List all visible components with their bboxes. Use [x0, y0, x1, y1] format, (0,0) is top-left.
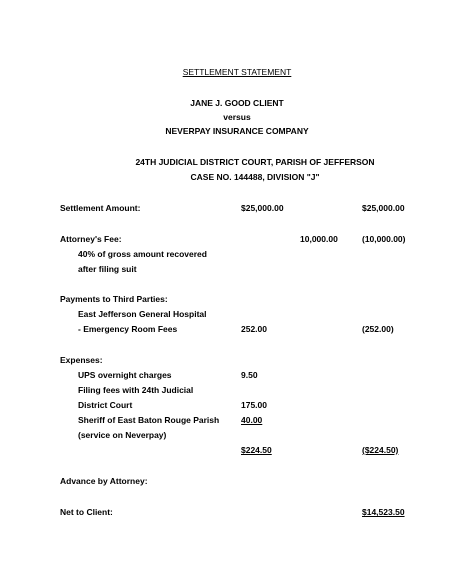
attorney-fee-desc-line1: 40% of gross amount recovered [78, 249, 207, 259]
net-to-client-label: Net to Client: [60, 507, 113, 517]
third-parties-total: (252.00) [362, 324, 394, 334]
expense-item-desc: Filing fees with 24th Judicial [78, 385, 194, 395]
settlement-amount-value: $25,000.00 [241, 203, 284, 213]
attorney-fee-amount: 10,000.00 [300, 234, 338, 244]
expense-item-amount: 9.50 [241, 370, 258, 380]
case-number: CASE NO. 144488, DIVISION "J" [190, 172, 320, 182]
attorney-fee-total: (10,000.00) [362, 234, 406, 244]
versus-text: versus [223, 112, 251, 122]
third-parties-label: Payments to Third Parties: [60, 294, 168, 304]
plaintiff-name: JANE J. GOOD CLIENT [190, 98, 284, 108]
defendant-name: NEVERPAY INSURANCE COMPANY [165, 126, 309, 136]
expense-item-desc: District Court [78, 400, 133, 410]
expense-item-desc: (service on Neverpay) [78, 430, 167, 440]
expenses-subtotal: $224.50 [241, 445, 272, 455]
net-to-client-total: $14,523.50 [362, 507, 405, 517]
court-name: 24TH JUDICIAL DISTRICT COURT, PARISH OF JEFFERSON [135, 157, 375, 167]
expenses-label: Expenses: [60, 355, 103, 365]
attorney-fee-label: Attorney's Fee: [60, 234, 122, 244]
settlement-amount-label: Settlement Amount: [60, 203, 141, 213]
expense-item-amount: 40.00 [241, 415, 263, 425]
third-parties-line2: - Emergency Room Fees [78, 324, 178, 334]
expense-item-desc: UPS overnight charges [78, 370, 172, 380]
attorney-fee-desc-line2: after filing suit [78, 264, 137, 274]
third-parties-line1: East Jefferson General Hospital [78, 309, 207, 319]
settlement-amount-total: $25,000.00 [362, 203, 405, 213]
expense-item-amount: 175.00 [241, 400, 267, 410]
third-parties-amount: 252.00 [241, 324, 267, 334]
document-title: SETTLEMENT STATEMENT [182, 67, 292, 77]
advance-label: Advance by Attorney: [60, 476, 148, 486]
expenses-total: ($224.50) [362, 445, 399, 455]
expense-item-desc: Sheriff of East Baton Rouge Parish [78, 415, 220, 425]
